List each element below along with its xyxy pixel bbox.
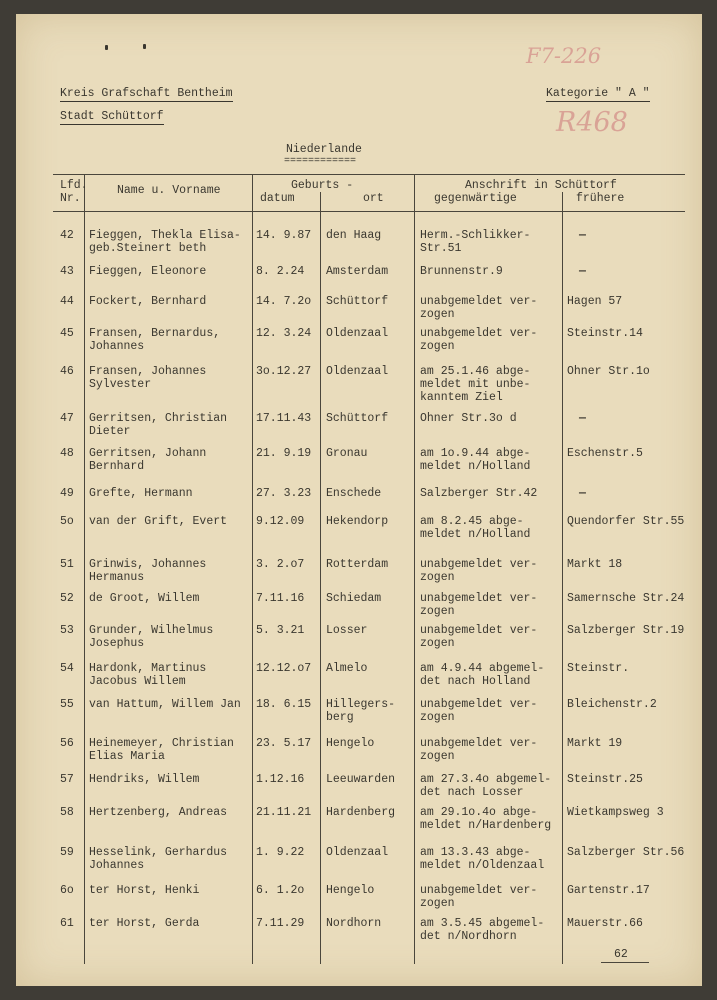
birth-date: 1. 9.22: [256, 846, 305, 859]
birth-date: 12.12.o7: [256, 662, 312, 675]
birth-place: Schüttorf: [326, 295, 389, 308]
row-number: 52: [60, 592, 74, 605]
current-address: Salzberger Str.42: [420, 487, 538, 500]
person-name: Grefte, Hermann: [89, 487, 193, 500]
birth-date: 3. 2.o7: [256, 558, 305, 571]
column-divider: [562, 192, 563, 964]
person-name: Jacobus Willem: [89, 675, 186, 688]
category-label: Kategorie " A ": [546, 87, 650, 100]
previous-address: Steinstr.25: [567, 773, 643, 786]
person-name: Hardonk, Martinus: [89, 662, 207, 675]
birth-place: Rotterdam: [326, 558, 389, 571]
previous-address: —: [579, 487, 586, 500]
row-number: 46: [60, 365, 74, 378]
column-header-place: ort: [363, 192, 384, 205]
row-number: 61: [60, 917, 74, 930]
row-number: 42: [60, 229, 74, 242]
table-top-rule: [53, 174, 685, 175]
current-address: unabgemeldet ver-: [420, 295, 538, 308]
birth-date: 8. 2.24: [256, 265, 305, 278]
birth-date: 14. 9.87: [256, 229, 312, 242]
current-address: det nach Losser: [420, 786, 524, 799]
column-header-nr: Lfd.: [60, 179, 88, 192]
current-address: unabgemeldet ver-: [420, 884, 538, 897]
current-address: am 1o.9.44 abge-: [420, 447, 531, 460]
birth-date: 7.11.16: [256, 592, 305, 605]
birth-date: 17.11.43: [256, 412, 312, 425]
row-number: 53: [60, 624, 74, 637]
current-address: am 3.5.45 abgemel-: [420, 917, 545, 930]
current-address: am 27.3.4o abgemel-: [420, 773, 552, 786]
person-name: Hermanus: [89, 571, 145, 584]
current-address: zogen: [420, 340, 455, 353]
person-name: van der Grift, Evert: [89, 515, 228, 528]
birth-place: Oldenzaal: [326, 365, 389, 378]
person-name: Elias Maria: [89, 750, 165, 763]
previous-address: Wietkampsweg 3: [567, 806, 664, 819]
previous-address: Quendorfer Str.55: [567, 515, 685, 528]
previous-address: —: [579, 229, 586, 242]
birth-place: Hengelo: [326, 884, 375, 897]
birth-place: berg: [326, 711, 354, 724]
row-number: 47: [60, 412, 74, 425]
previous-address: —: [579, 412, 586, 425]
column-header-name: Name u. Vorname: [117, 184, 221, 197]
column-divider: [84, 174, 85, 964]
birth-date: 1.12.16: [256, 773, 305, 786]
current-address: unabgemeldet ver-: [420, 327, 538, 340]
birth-date: 3o.12.27: [256, 365, 312, 378]
punch-hole: [105, 45, 108, 50]
person-name: Fransen, Johannes: [89, 365, 207, 378]
page-number: 62: [614, 948, 628, 961]
person-name: Hesselink, Gerhardus: [89, 846, 228, 859]
birth-place: Amsterdam: [326, 265, 389, 278]
birth-date: 14. 7.2o: [256, 295, 312, 308]
person-name: ter Horst, Gerda: [89, 917, 200, 930]
person-name: Sylvester: [89, 378, 152, 391]
current-address: unabgemeldet ver-: [420, 737, 538, 750]
row-number: 54: [60, 662, 74, 675]
punch-hole: [143, 44, 146, 49]
birth-place: Schüttorf: [326, 412, 389, 425]
previous-address: Steinstr.14: [567, 327, 643, 340]
birth-date: 9.12.09: [256, 515, 305, 528]
person-name: Josephus: [89, 637, 145, 650]
previous-address: Samernsche Str.24: [567, 592, 685, 605]
birth-place: Gronau: [326, 447, 368, 460]
district-label: Kreis Grafschaft Bentheim: [60, 87, 233, 100]
town-label: Stadt Schüttorf: [60, 110, 164, 123]
birth-date: 18. 6.15: [256, 698, 312, 711]
current-address: unabgemeldet ver-: [420, 558, 538, 571]
current-address: unabgemeldet ver-: [420, 624, 538, 637]
person-name: Johannes: [89, 859, 145, 872]
current-address: am 29.1o.4o abge-: [420, 806, 538, 819]
row-number: 56: [60, 737, 74, 750]
column-header-current: gegenwärtige: [434, 192, 517, 205]
row-number: 6o: [60, 884, 74, 897]
column-header-previous: frühere: [576, 192, 625, 205]
page-number-underline: [601, 962, 649, 963]
current-address: zogen: [420, 605, 455, 618]
person-name: Gerritsen, Johann: [89, 447, 207, 460]
current-address: unabgemeldet ver-: [420, 592, 538, 605]
current-address: det nach Holland: [420, 675, 531, 688]
birth-date: 23. 5.17: [256, 737, 312, 750]
current-address: meldet n/Holland: [420, 460, 531, 473]
country-heading: Niederlande: [286, 143, 362, 156]
column-divider: [252, 174, 253, 964]
current-address: meldet n/Oldenzaal: [420, 859, 545, 872]
birth-place: Schiedam: [326, 592, 382, 605]
current-address: Ohner Str.3o d: [420, 412, 517, 425]
birth-place: Enschede: [326, 487, 382, 500]
person-name: Hendriks, Willem: [89, 773, 200, 786]
person-name: Bernhard: [89, 460, 145, 473]
previous-address: —: [579, 265, 586, 278]
birth-date: 5. 3.21: [256, 624, 305, 637]
row-number: 5o: [60, 515, 74, 528]
current-address: am 25.1.46 abge-: [420, 365, 531, 378]
previous-address: Ohner Str.1o: [567, 365, 650, 378]
current-address: am 13.3.43 abge-: [420, 846, 531, 859]
person-name: Heinemeyer, Christian: [89, 737, 234, 750]
person-name: Johannes: [89, 340, 145, 353]
person-name: de Groot, Willem: [89, 592, 200, 605]
person-name: geb.Steinert beth: [89, 242, 207, 255]
previous-address: Hagen 57: [567, 295, 623, 308]
birth-date: 27. 3.23: [256, 487, 312, 500]
previous-address: Markt 19: [567, 737, 623, 750]
birth-place: Nordhorn: [326, 917, 382, 930]
current-address: zogen: [420, 637, 455, 650]
person-name: Fransen, Bernardus,: [89, 327, 221, 340]
current-address: zogen: [420, 571, 455, 584]
row-number: 48: [60, 447, 74, 460]
person-name: Grunder, Wilhelmus: [89, 624, 214, 637]
column-header-birth: Geburts -: [291, 179, 354, 192]
previous-address: Salzberger Str.56: [567, 846, 685, 859]
previous-address: Steinstr.: [567, 662, 630, 675]
row-number: 44: [60, 295, 74, 308]
birth-date: 12. 3.24: [256, 327, 312, 340]
person-name: Gerritsen, Christian: [89, 412, 228, 425]
birth-date: 6. 1.2o: [256, 884, 305, 897]
previous-address: Salzberger Str.19: [567, 624, 685, 637]
birth-date: 7.11.29: [256, 917, 305, 930]
current-address: Herm.-Schlikker-: [420, 229, 531, 242]
column-header-date: datum: [260, 192, 295, 205]
current-address: Brunnenstr.9: [420, 265, 503, 278]
birth-place: Hekendorp: [326, 515, 389, 528]
country-underline: ============: [284, 156, 357, 167]
birth-place: Leeuwarden: [326, 773, 396, 786]
birth-place: Almelo: [326, 662, 368, 675]
current-address: am 8.2.45 abge-: [420, 515, 524, 528]
previous-address: Eschenstr.5: [567, 447, 643, 460]
person-name: Grinwis, Johannes: [89, 558, 207, 571]
current-address: zogen: [420, 750, 455, 763]
person-name: Hertzenberg, Andreas: [89, 806, 228, 819]
column-header-nr: Nr.: [60, 192, 81, 205]
current-address: zogen: [420, 897, 455, 910]
previous-address: Gartenstr.17: [567, 884, 650, 897]
current-address: Str.51: [420, 242, 462, 255]
row-number: 58: [60, 806, 74, 819]
row-number: 57: [60, 773, 74, 786]
previous-address: Markt 18: [567, 558, 623, 571]
birth-date: 21. 9.19: [256, 447, 312, 460]
birth-place: Hardenberg: [326, 806, 396, 819]
handwritten-file-number: F7-226: [526, 44, 602, 68]
birth-place: den Haag: [326, 229, 382, 242]
row-number: 49: [60, 487, 74, 500]
birth-date: 21.11.21: [256, 806, 312, 819]
birth-place: Hengelo: [326, 737, 375, 750]
current-address: am 4.9.44 abgemel-: [420, 662, 545, 675]
person-name: Fieggen, Eleonore: [89, 265, 207, 278]
current-address: meldet mit unbe-: [420, 378, 531, 391]
current-address: kanntem Ziel: [420, 391, 503, 404]
birth-place: Oldenzaal: [326, 846, 389, 859]
row-number: 43: [60, 265, 74, 278]
column-divider: [320, 192, 321, 964]
column-header-address: Anschrift in Schüttorf: [465, 179, 617, 192]
row-number: 45: [60, 327, 74, 340]
birth-place: Losser: [326, 624, 368, 637]
current-address: zogen: [420, 711, 455, 724]
current-address: zogen: [420, 308, 455, 321]
handwritten-stamp-number: R468: [556, 107, 628, 138]
previous-address: Bleichenstr.2: [567, 698, 657, 711]
person-name: Fockert, Bernhard: [89, 295, 207, 308]
current-address: meldet n/Holland: [420, 528, 531, 541]
previous-address: Mauerstr.66: [567, 917, 643, 930]
current-address: meldet n/Hardenberg: [420, 819, 552, 832]
person-name: ter Horst, Henki: [89, 884, 200, 897]
row-number: 59: [60, 846, 74, 859]
birth-place: Oldenzaal: [326, 327, 389, 340]
person-name: Dieter: [89, 425, 131, 438]
current-address: unabgemeldet ver-: [420, 698, 538, 711]
person-name: van Hattum, Willem Jan: [89, 698, 241, 711]
row-number: 51: [60, 558, 74, 571]
document-sheet: [16, 14, 702, 986]
birth-place: Hillegers-: [326, 698, 396, 711]
row-number: 55: [60, 698, 74, 711]
person-name: Fieggen, Thekla Elisa-: [89, 229, 241, 242]
column-divider: [414, 174, 415, 964]
current-address: det n/Nordhorn: [420, 930, 517, 943]
table-header-rule: [53, 211, 685, 212]
